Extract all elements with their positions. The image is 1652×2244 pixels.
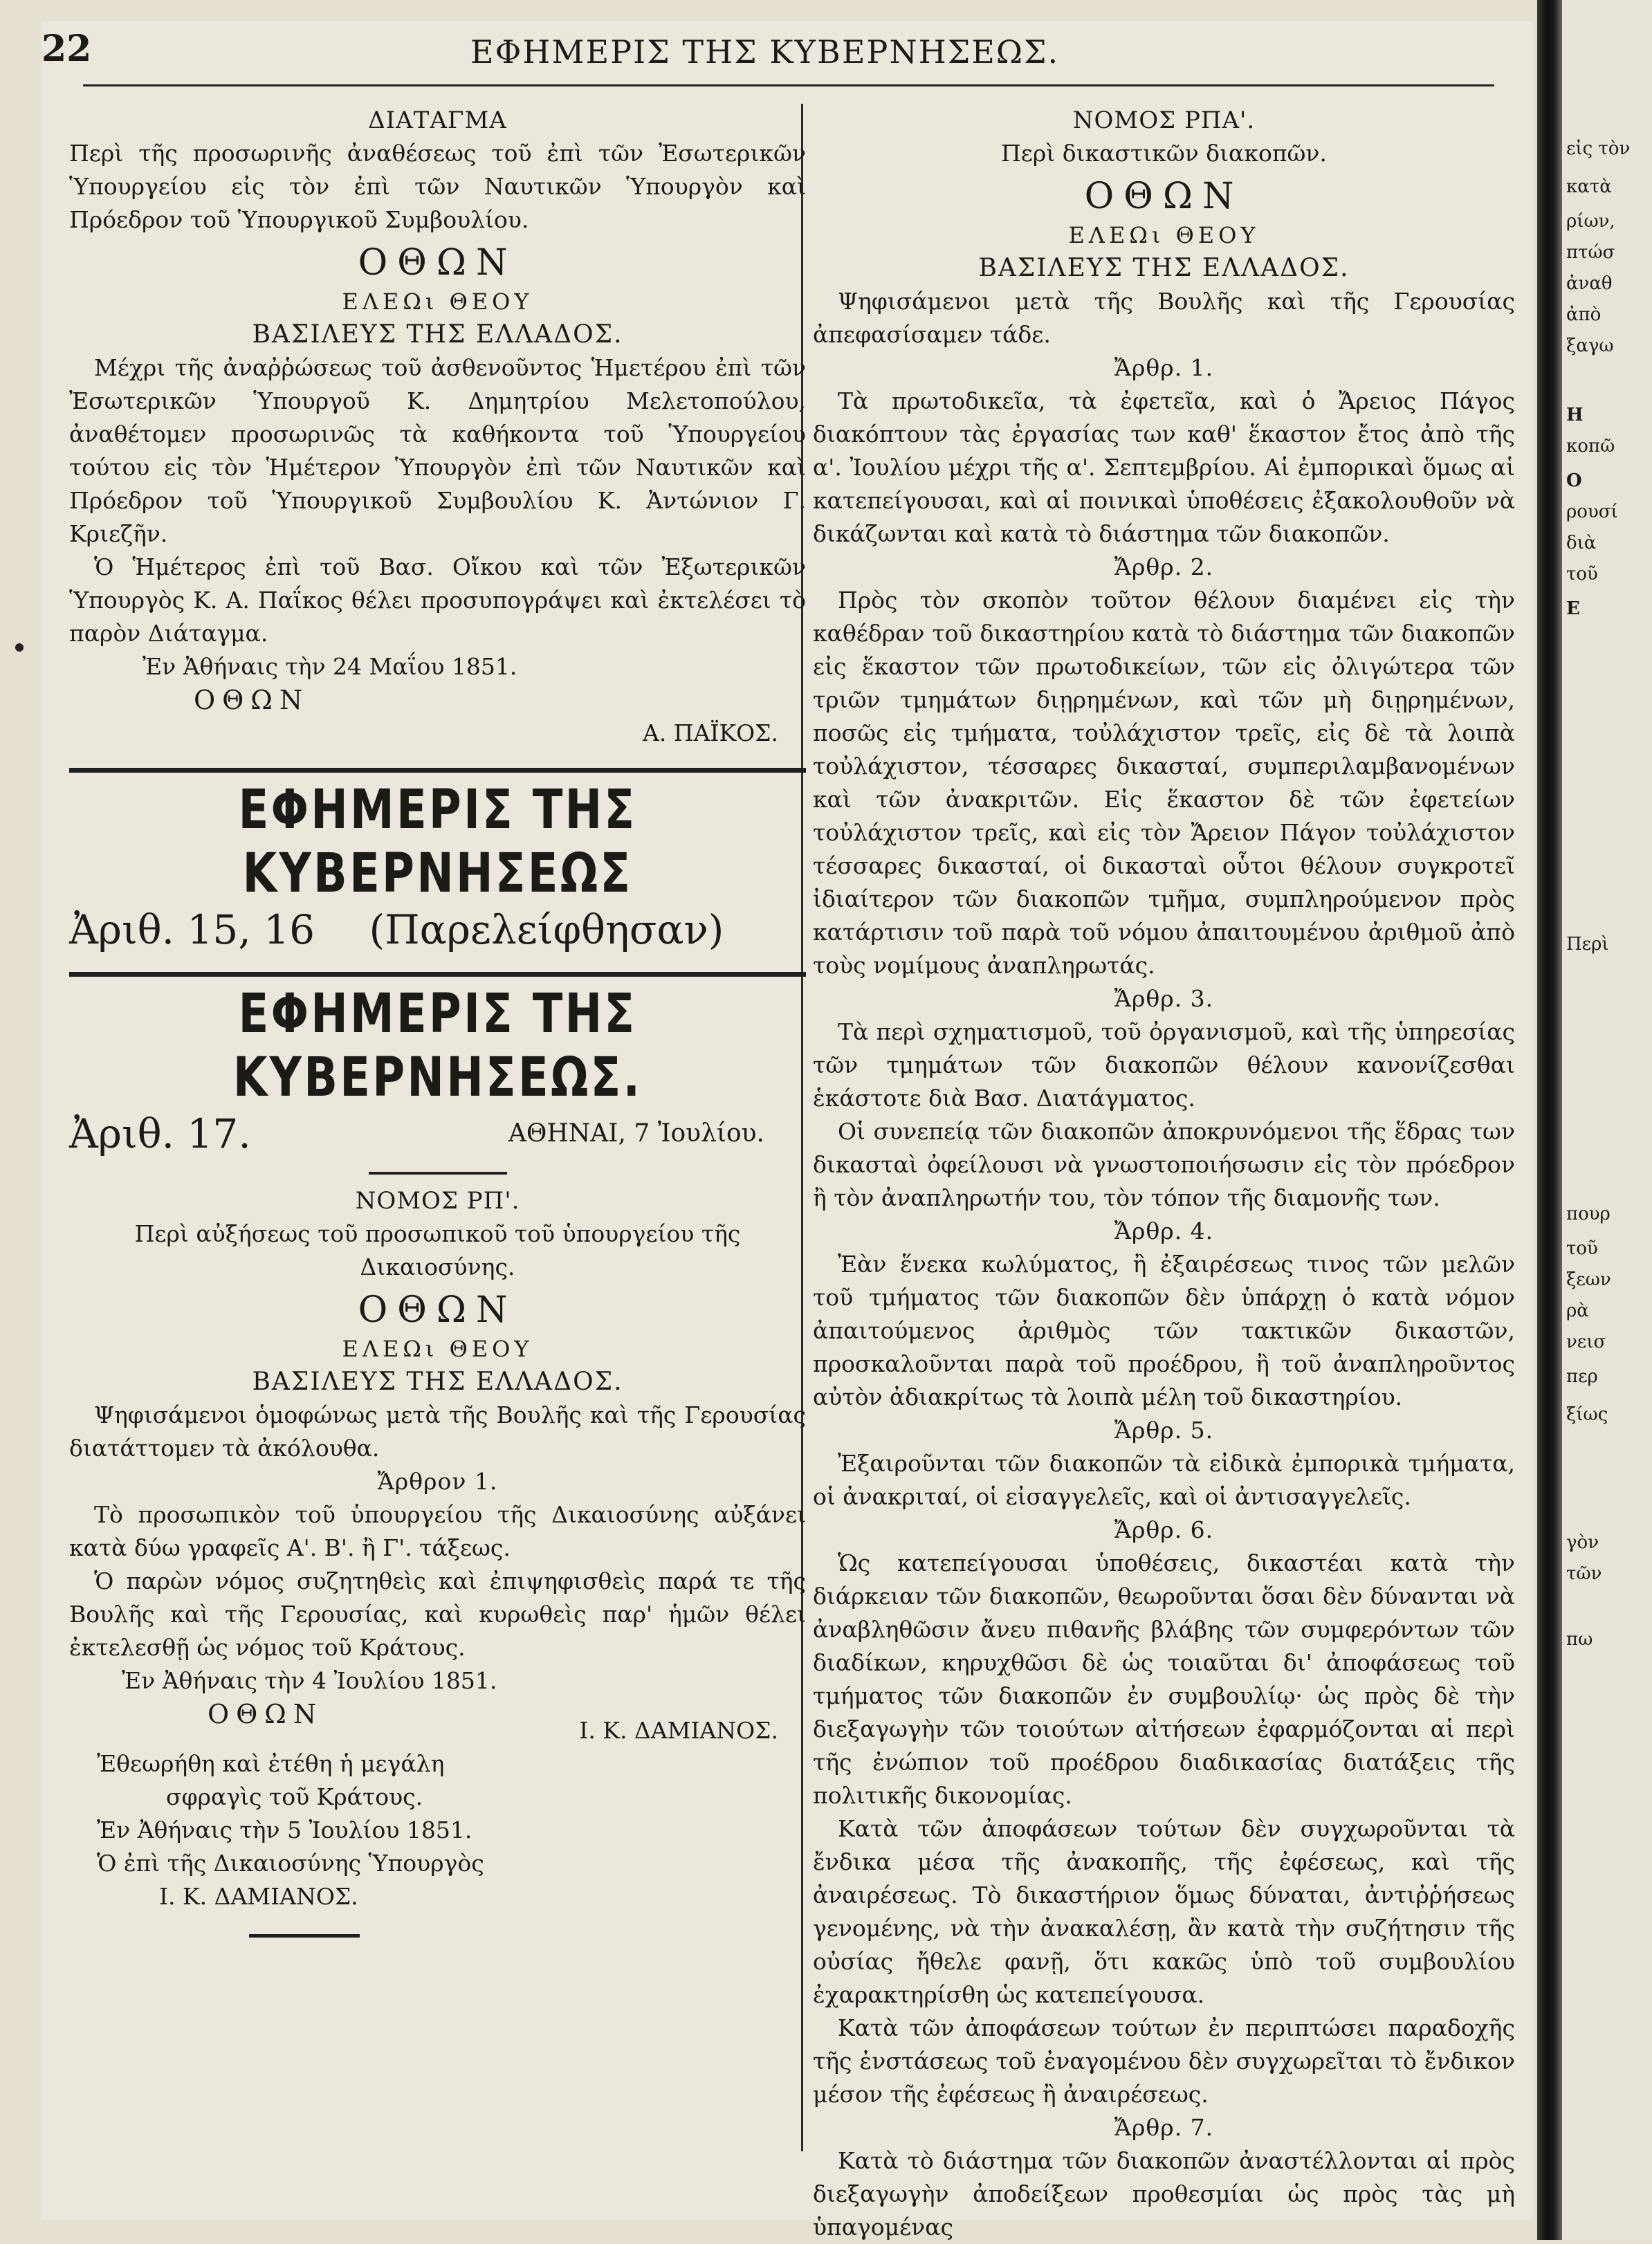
law-date: Ἐν Ἀθήναις τὴν 4 Ἰουλίου 1851.	[122, 1667, 497, 1694]
right-column	[813, 104, 1515, 2244]
next-page-fragment: ρουσί	[1566, 502, 1618, 522]
next-page-fragment: Ο	[1566, 470, 1582, 491]
seal-line-2: σφραγὶς τοῦ Κράτους.	[166, 1783, 423, 1810]
next-page-fragment: ρίων,	[1566, 211, 1615, 232]
law-article-text: Τὸ προσωπικὸν τοῦ ὑπουργείου τῆς Δικαιοσύνης αὐξάνει κατὰ δύω γραφεῖς Α'. Β'. ἢ Γ'. τάξεως.	[69, 1501, 806, 1561]
book-gutter	[1537, 0, 1562, 2240]
law-intro: Ψηφισάμενοι ὁμοφώνως μετὰ τῆς Βουλῆς καὶ τῆς Γερουσίας διατάττομεν τὰ ἀκόλουθα.	[69, 1401, 806, 1462]
next-page-fragment: κοπῶ	[1566, 436, 1615, 457]
article-7-text: Κατὰ τὸ διάστημα τῶν διακοπῶν ἀναστέλλονται αἱ πρὸς διεξαγωγὴν ἀποδείξεων προθεσμίαι ὡς πρὸς τὰς μὴ ὑπαγομένας	[813, 2147, 1515, 2241]
next-page-fragment: περ	[1566, 1366, 1598, 1387]
next-page-fragment: τῶν	[1566, 1563, 1602, 1584]
next-page-fragment: τοῦ	[1566, 1238, 1598, 1259]
decree-body: Μέχρι τῆς ἀναῤῥώσεως τοῦ ἀσθενοῦντος Ἡμετέρου ἐπὶ τῶν Ἐσωτερικῶν Ὑπουργοῦ Κ. Δημητρίου Μελετοπούλου, ἀναθέτομεν προσωρινῶς τὰ καθήκοντα τοῦ Ὑπουργείου τούτου εἰς τὸν Ἡμέτερον Ὑπουργὸν ἐπὶ τῶν Ναυτικῶν καὶ Πρόεδρον τοῦ Ὑπουργικοῦ Συμβουλίου Κ. Ἀντώνιον Γ. Κριεζῆν.	[69, 354, 806, 547]
next-page-fragment: ρὰ	[1566, 1300, 1589, 1321]
article-3-heading: Ἄρθρ. 3.	[1114, 985, 1214, 1012]
decree-body-2: Ὁ Ἡμέτερος ἐπὶ τοῦ Βασ. Οἴκου καὶ τῶν Ἐξωτερικῶν Ὑπουργὸς Κ. Α. Παΐκος θέλει προσυπογράψει καὶ ἐκτελέσει τὸ παρὸν Διάταγμα.	[69, 553, 806, 647]
law2-intro: Ψηφισάμενοι μετὰ τῆς Βουλῆς καὶ τῆς Γερουσίας ἀπεφασίσαμεν τάδε.	[813, 288, 1515, 348]
next-page-fragment: εἰς τὸν	[1566, 138, 1631, 159]
law-sign-line	[69, 1698, 806, 1747]
decree-grace: ΕΛΕΩι ΘΕΟΥ	[342, 288, 533, 315]
next-page-fragment: ξίως	[1566, 1404, 1608, 1425]
law2-realm: ΒΑΣΙΛΕΥΣ ΤΗΣ ΕΛΛΑΔΟΣ.	[978, 254, 1350, 282]
next-page-fragment: ἀπὸ	[1566, 304, 1601, 325]
gazette-title-2: ΕΦΗΜΕΡΙΣ ΤΗΣ ΚΥΒΕΡΝΗΣΕΩΣ.	[232, 983, 643, 1109]
next-page-fragment: Η	[1566, 405, 1584, 425]
seal-date: Ἐν Ἀθήναις τὴν 5 Ἰουλίου 1851.	[97, 1817, 472, 1843]
law-closing: Ὁ παρὼν νόμος συζητηθεὶς καὶ ἐπιψηφισθεὶς παρά τε τῆς Βουλῆς καὶ τῆς Γερουσίας, καὶ κυρωθεὶς παρ' ἡμῶν θέλει ἐκτελεσθῇ ὡς νόμος τοῦ Κράτους.	[69, 1567, 806, 1661]
seal-name: Ι. Κ. ΔΑΜΙΑΝΟΣ.	[159, 1883, 358, 1910]
next-page-fragment: ξαγω	[1566, 335, 1614, 356]
gazette-number-line-2	[69, 1110, 806, 1158]
next-page-fragment: πουρ	[1566, 1204, 1610, 1224]
next-page-fragment: ξεων	[1566, 1269, 1611, 1290]
decree-subject: Περὶ τῆς προσωρινῆς ἀναθέσεως τοῦ ἐπὶ τῶν Ἐσωτερικῶν Ὑπουργείου εἰς τὸν ἐπὶ τῶν Ναυτικῶν Ὑπουργὸν καὶ Πρόεδρον τοῦ Ὑπουργικοῦ Συμβουλίου.	[69, 140, 806, 233]
gazette-title-1: ΕΦΗΜΕΡΙΣ ΤΗΣ ΚΥΒΕΡΝΗΣΕΩΣ	[238, 779, 637, 905]
decree-sign-minister: Α. ΠΑΪΚΟΣ.	[643, 719, 778, 746]
article-3-text: Τὰ περὶ σχηματισμοῦ, τοῦ ὀργανισμοῦ, καὶ τῆς ὑπηρεσίας τῶν τμημάτων τῶν διακοπῶν θέλουν κανονίζεσθαι ἑκάστοτε διὰ Βασ. Διατάγματος.	[813, 1018, 1515, 1112]
gazette-number-1: Ἀριθ. 15, 16	[69, 906, 315, 953]
law-sign-king: ΟΘΩΝ	[208, 1699, 324, 1729]
article-7-heading: Ἄρθρ. 7.	[1114, 2114, 1214, 2141]
next-page-fragment: πω	[1566, 1629, 1593, 1650]
next-page-fragment: κατὰ	[1566, 176, 1612, 197]
decree-king: ΟΘΩΝ	[358, 242, 517, 284]
law-subject: Περὶ αὐξήσεως τοῦ προσωπικοῦ τοῦ ὑπουργείου τῆς Δικαιοσύνης.	[134, 1220, 741, 1280]
gazette-number-line-1	[69, 905, 806, 954]
article-4-text: Ἐὰν ἕνεκα κωλύματος, ἢ ἐξαιρέσεως τινος τῶν μελῶν τοῦ τμήματος τῶν διακοπῶν δὲν ὑπάρχῃ ὁ κατὰ νόμον ἀπαιτούμενος ἀριθμὸς τῶν τακτικῶν δικαστῶν, προσκαλοῦνται παρὰ τοῦ προέδρου, ἢ τοῦ ἀναπληροῦντος αὐτὸν ἀδιακρίτως τὰ λοιπὰ μέλη τοῦ δικαστηρίου.	[813, 1251, 1515, 1410]
next-page-fragment: γὸν	[1566, 1532, 1599, 1553]
next-page-fragment: πτώσ	[1566, 242, 1615, 263]
left-column	[69, 104, 806, 1938]
gazette-number-2: Ἀριθ. 17.	[69, 1110, 251, 1157]
end-rule	[249, 1934, 360, 1938]
article-6-text-3: Κατὰ τῶν ἀποφάσεων τούτων ἐν περιπτώσει παραδοχῆς τῆς ἐνστάσεως τοῦ ἐναγομένου δὲν συγχωρεῖται τὸ ἔνδικον μέσον τῆς ἐφέσεως ἢ ἀναιρέσεως.	[813, 2014, 1515, 2108]
article-5-heading: Ἄρθρ. 5.	[1114, 1417, 1214, 1444]
header-rule	[83, 84, 1494, 86]
law-rule	[369, 1172, 507, 1175]
law-realm: ΒΑΣΙΛΕΥΣ ΤΗΣ ΕΛΛΑΔΟΣ.	[252, 1368, 623, 1396]
law2-king: ΟΘΩΝ	[1084, 176, 1244, 217]
gazette-note-1: (Παρελείφθησαν)	[369, 906, 724, 953]
seal-office: Ὁ ἐπὶ τῆς Δικαιοσύνης Ὑπουργὸς	[97, 1850, 484, 1877]
article-2-heading: Ἄρθρ. 2.	[1114, 553, 1214, 580]
article-6-text-2: Κατὰ τῶν ἀποφάσεων τούτων δὲν συγχωροῦνται τὰ ἔνδικα μέσα τῆς ἀνακοπῆς, τῆς ἐφέσεως, καὶ τῆς ἀναιρέσεως. Τὸ δικαστήριον ὅμως δύναται, ἀντιῤῥήσεως γενομένης, νὰ τὴν ἀνακαλέσῃ, ἂν κατὰ τὴν συζήτησιν τῆς οὐσίας ἤθελε φανῇ, ὅτι κακῶς ὑπὸ τοῦ συμβουλίου ἐχαρακτηρίσθη ὡς κατεπείγουσα.	[813, 1815, 1515, 2008]
next-page-fragment: Περὶ	[1566, 934, 1609, 955]
article-5-text: Ἐξαιροῦνται τῶν διακοπῶν τὰ εἰδικὰ ἐμπορικὰ τμήματα, οἱ ἀνακριταί, οἱ εἰσαγγελεῖς, καὶ οἱ ἀντισαγγελεῖς.	[813, 1450, 1515, 1510]
next-page-fragment: νεισ	[1566, 1332, 1606, 1352]
law2-heading: ΝΟΜΟΣ ΡΠΑ'.	[1072, 107, 1256, 134]
article-1-heading: Ἄρθρ. 1.	[1114, 354, 1214, 381]
law-heading: ΝΟΜΟΣ ΡΠ'.	[355, 1187, 520, 1215]
article-6-heading: Ἄρθρ. 6.	[1114, 1516, 1214, 1543]
decree-date: Ἐν Ἀθήναις τὴν 24 Μαΐου 1851.	[143, 653, 517, 680]
section-rule-2	[69, 972, 806, 977]
law-grace: ΕΛΕΩι ΘΕΟΥ	[342, 1336, 533, 1362]
article-1-text: Τὰ πρωτοδικεῖα, τὰ ἐφετεῖα, καὶ ὁ Ἄρειος Πάγος διακόπτουν τὰς ἐργασίας των καθ' ἕκαστον ἔτος ἀπὸ τῆς α'. Ἰουλίου μέχρι τῆς α'. Σεπτεμβρίου. Αἱ ἐμπορικαὶ ὅμως αἱ κατεπείγουσαι, καὶ αἱ ποινικαὶ ὑποθέσεις ἐξακολουθοῦν νὰ δικάζωνται καὶ κατὰ τὸ διάστημα τῶν διακοπῶν.	[813, 387, 1515, 547]
page-number: 22	[42, 28, 92, 70]
next-page-fragment: τοῦ	[1566, 564, 1598, 585]
article-3-text-2: Οἱ συνεπείᾳ τῶν διακοπῶν ἀποκρυνόμενοι τῆς ἕδρας των δικασταὶ ὀφείλουσι νὰ γνωστοποιήσωσιν εἰς τὸν πρόεδρον ἢ τὸν ἀναπληρωτήν του, τὸν τόπον τῆς διαμονῆς των.	[813, 1118, 1515, 1211]
law-sign-minister: Ι. Κ. ΔΑΜΙΑΝΟΣ.	[579, 1717, 778, 1744]
next-page-fragment: διὰ	[1566, 533, 1597, 553]
adjacent-page-fragment	[1562, 0, 1652, 2240]
section-rule	[69, 768, 806, 773]
seal-line-1: Ἐθεωρήθη καὶ ἐτέθη ἡ μεγάλη	[97, 1750, 445, 1777]
article-6-text: Ὡς κατεπείγουσαι ὑποθέσεις, δικαστέαι κατὰ τὴν διάρκειαν τῶν διακοπῶν, θεωροῦνται ὅσαι δὲν δύνανται νὰ ἀναβληθῶσιν ἄνευ πιθανῆς βλάβης τῶν συμφερόντων τῶν διαδίκων, κηρυχθῶσι δὲ ὡς τοιαῦται δι' ἀποφάσεως τοῦ τμήματος τῶν διακοπῶν ἐν συμβουλίῳ· ὡς πρὸς δὲ τὴν διεξαγωγὴν τῶν τοιούτων αἰτήσεων ἐφαρμόζονται αἱ περὶ τῆς ἐνώπιον τοῦ προέδρου διαδικασίας διατάξεις τῆς πολιτικῆς δικονομίας.	[813, 1549, 1515, 1809]
decree-realm: ΒΑΣΙΛΕΥΣ ΤΗΣ ΕΛΛΑΔΟΣ.	[252, 320, 623, 349]
decree-sign-king: ΟΘΩΝ	[194, 685, 310, 715]
running-title: ΕΦΗΜΕΡΙΣ ΤΗΣ ΚΥΒΕΡΝΗΣΕΩΣ.	[470, 33, 1060, 71]
law2-subject: Περὶ δικαστικῶν διακοπῶν.	[1001, 140, 1327, 167]
law2-grace: ΕΛΕΩι ΘΕΟΥ	[1068, 222, 1260, 248]
next-page-fragment: Ε	[1566, 598, 1580, 619]
law-king: ΟΘΩΝ	[358, 1289, 517, 1331]
gazette-date-2: ΑΘΗΝΑΙ, 7 Ἰουλίου.	[508, 1119, 764, 1148]
law-article-heading: Ἄρθρον 1.	[377, 1468, 498, 1495]
decree-heading: ΔΙΑΤΑΓΜΑ	[368, 107, 507, 134]
next-page-fragment: ἀναθ	[1566, 273, 1613, 294]
article-4-heading: Ἄρθρ. 4.	[1114, 1217, 1214, 1244]
margin-dot	[15, 643, 24, 652]
article-2-text: Πρὸς τὸν σκοπὸν τοῦτον θέλουν διαμένει εἰς τὴν καθέδραν τοῦ δικαστηρίου κατὰ τὸ διάστημα τῶν διακοπῶν εἰς ἕκαστον τῶν πρωτοδικείων, τῶν εἰς ὀλιγώτερα τῶν τριῶν τμημάτων διῃρημένων, καὶ τῶν μὴ διῃρημένων, ποσῶς εἰς τμήματα, τοὐλάχιστον τρεῖς, εἰς δὲ τὰ λοιπὰ τοὐλάχιστον, τέσσαρες δικασταί, συμπεριλαμβανομένων καὶ τῶν ἀνακριτῶν. Εἰς ἕκαστον δὲ τῶν ἐφετείων τοὐλάχιστον τρεῖς, καὶ εἰς τὸν Ἄρειον Πάγον τοὐλάχιστον τέσσαρες δικασταί, οἱ δικασταὶ οὗτοι θέλουν συγκροτεῖ ἰδιαίτερον τῶν διακοπῶν τμῆμα, συμπληρούμενον πρὸς κατάρτισιν τοῦ παρὰ τοῦ νόμου ἀπαιτουμένου ἀριθμοῦ ἀπὸ τοὺς νομίμους ἀναπληρωτάς.	[813, 587, 1515, 979]
